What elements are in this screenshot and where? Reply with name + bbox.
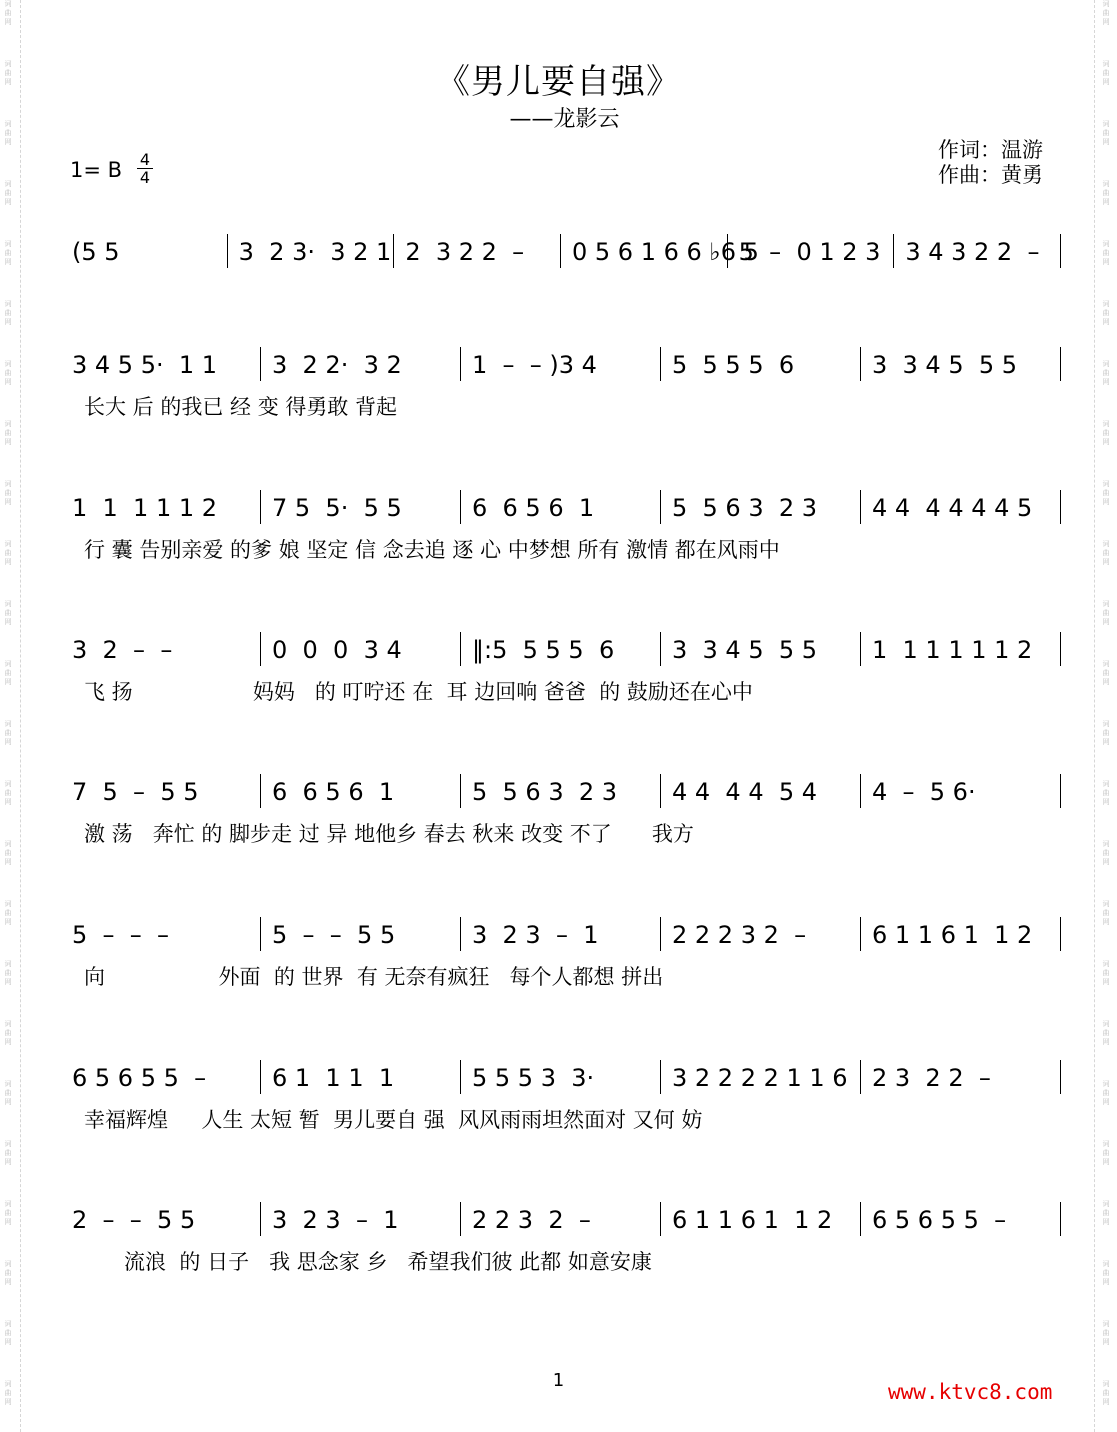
watermark-text: 词 曲 网: [4, 60, 12, 86]
measure: 5 5 5 3 3·: [472, 1064, 595, 1092]
notes-row: [60, 345, 1070, 385]
watermark-text: 词 曲 网: [1102, 0, 1110, 26]
watermark-text: 词 曲 网: [1102, 780, 1110, 806]
watermark-text: 词 曲 网: [4, 1380, 12, 1406]
watermark-text: 词 曲 网: [1102, 1140, 1110, 1166]
barline: [260, 774, 261, 808]
barline: [1060, 917, 1061, 951]
time-signature-top: 4: [139, 150, 151, 169]
watermark-text: 词 曲 网: [4, 1200, 12, 1226]
barline: [1060, 1202, 1061, 1236]
watermark-text: 词 曲 网: [4, 1080, 12, 1106]
measure: 6 1 1 1 1: [272, 1064, 395, 1092]
time-signature-bottom: 4: [139, 168, 151, 187]
song-subtitle: ——龙影云: [509, 107, 620, 132]
barline: [860, 1060, 861, 1094]
watermark-text: 词 曲 网: [1102, 720, 1110, 746]
measure: 5 – – –: [72, 921, 170, 949]
barline: [860, 1202, 861, 1236]
measure: 6 6 5 6 1: [272, 778, 395, 806]
barline: [460, 347, 461, 381]
watermark-text: 词 曲 网: [1102, 420, 1110, 446]
barline: [460, 490, 461, 524]
notes-row: [60, 1058, 1070, 1098]
watermark-text: 词 曲 网: [1102, 60, 1110, 86]
barline: [227, 234, 228, 268]
song-title: 《男儿要自强》: [436, 62, 681, 102]
barline: [460, 632, 461, 666]
watermark-text: 词 曲 网: [4, 300, 12, 326]
barline: [560, 234, 561, 268]
measure: 7 5 – 5 5: [72, 778, 199, 806]
watermark-text: 词 曲 网: [4, 540, 12, 566]
notes-row: [60, 488, 1070, 528]
watermark-text: 词 曲 网: [4, 180, 12, 206]
barline: [460, 1202, 461, 1236]
measure: 2 3 2 2 –: [405, 238, 525, 266]
composer-credit: 作曲：黄勇: [938, 163, 1043, 187]
measure: 5 5 6 3 2 3: [472, 778, 618, 806]
watermark-text: 词 曲 网: [4, 480, 12, 506]
measure: 5 5 5 5 6: [672, 351, 795, 379]
barline: [260, 1060, 261, 1094]
measure: 3 2 – –: [72, 636, 173, 664]
watermark-text: 词 曲 网: [1102, 300, 1110, 326]
watermark-text: 词 曲 网: [4, 660, 12, 686]
measure: 2 2 3 2 –: [472, 1206, 591, 1234]
barline: [260, 632, 261, 666]
notes-row: [60, 1200, 1070, 1240]
notation-line: [60, 345, 1070, 435]
watermark-column-right: [1101, 0, 1115, 1432]
measure: 6 6 5 6 1: [472, 494, 595, 522]
notes-row: [60, 915, 1070, 955]
barline: [860, 490, 861, 524]
notation-line: [60, 915, 1070, 1005]
lyrics-row: 向 外面 的 世界 有 无奈有疯狂 每个人都想 拼出: [84, 965, 664, 989]
notes-row: [60, 772, 1070, 812]
barline: [860, 632, 861, 666]
credits: [938, 138, 1043, 188]
measure: 6 5 6 5 5 –: [872, 1206, 1007, 1234]
watermark-text: 词 曲 网: [1102, 1200, 1110, 1226]
watermark-text: 词 曲 网: [1102, 1320, 1110, 1346]
barline: [660, 774, 661, 808]
watermark-text: 词 曲 网: [4, 600, 12, 626]
measure: 6 5 6 5 5 –: [72, 1064, 207, 1092]
barline: [660, 632, 661, 666]
watermark-text: 词 曲 网: [4, 960, 12, 986]
watermark-text: 词 曲 网: [4, 900, 12, 926]
measure: 3 2 3 – 1: [472, 921, 599, 949]
measure: 3 2 3 – 1: [272, 1206, 399, 1234]
barline: [1060, 490, 1061, 524]
lyricist-credit: 作词：温游: [938, 138, 1043, 162]
measure: 3 2 3· 3 2 1: [238, 238, 392, 266]
notation-line: [60, 232, 1070, 322]
watermark-text: 词 曲 网: [1102, 120, 1110, 146]
watermark-text: 词 曲 网: [4, 840, 12, 866]
barline: [660, 1060, 661, 1094]
notation-line: [60, 772, 1070, 862]
measure: 1 – – )3 4: [472, 351, 597, 379]
barline: [260, 1202, 261, 1236]
barline: [860, 347, 861, 381]
watermark-text: 词 曲 网: [4, 1140, 12, 1166]
measure: 1 1 1 1 1 2: [72, 494, 218, 522]
measure: 5 – – 5 5: [272, 921, 396, 949]
barline: [460, 917, 461, 951]
watermark-text: 词 曲 网: [4, 780, 12, 806]
barline: [1060, 632, 1061, 666]
notation-line: [60, 630, 1070, 720]
notation-line: [60, 1200, 1070, 1290]
measure: 6 1 1 6 1 1 2: [672, 1206, 833, 1234]
watermark-text: 词 曲 网: [4, 0, 12, 26]
lyrics-row: 流浪 的 日子 我 思念家 乡 希望我们彼 此都 如意安康: [84, 1250, 652, 1274]
watermark-text: 词 曲 网: [4, 1320, 12, 1346]
measure: 2 2 2 3 2 –: [672, 921, 807, 949]
lyrics-row: 行 囊 告别亲爱 的爹 娘 坚定 信 念去追 逐 心 中梦想 所有 激情 都在风雨中: [84, 538, 780, 562]
lyrics-row: 幸福辉煌 人生 太短 暂 男儿要自 强 风风雨雨坦然面对 又何 妨: [84, 1108, 703, 1132]
website-watermark: www.ktvc8.com: [888, 1380, 1053, 1404]
measure: 0 5 6 1 6 6 ♭6 5: [572, 238, 759, 266]
notation-line: [60, 488, 1070, 578]
watermark-text: 词 曲 网: [4, 1020, 12, 1046]
lyrics-row: 激 荡 奔忙 的 脚步走 过 异 地他乡 春去 秋来 改变 不了 我方: [84, 822, 694, 846]
measure: 4 – 5 6·: [872, 778, 976, 806]
watermark-text: 词 曲 网: [4, 720, 12, 746]
measure: 5 – 0 1 2 3: [738, 238, 881, 266]
watermark-column-left: [3, 0, 17, 1432]
left-margin-line: [20, 0, 21, 1432]
watermark-text: 词 曲 网: [4, 420, 12, 446]
watermark-text: 词 曲 网: [1102, 840, 1110, 866]
barline: [460, 1060, 461, 1094]
key-signature: 1= B: [70, 158, 123, 182]
measure: 4 4 4 4 5 4: [672, 778, 818, 806]
barline: [660, 490, 661, 524]
watermark-text: 词 曲 网: [1102, 960, 1110, 986]
measure: 1 1 1 1 1 1 2: [872, 636, 1033, 664]
barline: [260, 347, 261, 381]
measure: 3 2 2 2 2 1 1 6: [672, 1064, 848, 1092]
watermark-text: 词 曲 网: [4, 1260, 12, 1286]
notes-row: [60, 232, 1070, 272]
measure: 3 3 4 5 5 5: [872, 351, 1018, 379]
barline: [660, 347, 661, 381]
right-margin-line: [1094, 0, 1095, 1432]
measure: 2 3 2 2 –: [872, 1064, 991, 1092]
watermark-text: 词 曲 网: [4, 240, 12, 266]
lyrics-row: 长大 后 的我已 经 变 得勇敢 背起: [84, 395, 398, 419]
barline: [660, 917, 661, 951]
notation-line: [60, 1058, 1070, 1148]
barline: [1060, 1060, 1061, 1094]
barline: [460, 774, 461, 808]
measure: 7 5 5· 5 5: [272, 494, 402, 522]
watermark-text: 词 曲 网: [1102, 1020, 1110, 1046]
watermark-text: 词 曲 网: [1102, 240, 1110, 266]
watermark-text: 词 曲 网: [1102, 660, 1110, 686]
watermark-text: 词 曲 网: [1102, 540, 1110, 566]
watermark-text: 词 曲 网: [1102, 360, 1110, 386]
watermark-text: 词 曲 网: [1102, 1080, 1110, 1106]
barline: [860, 774, 861, 808]
watermark-text: 词 曲 网: [4, 120, 12, 146]
barline: [860, 917, 861, 951]
lyrics-row: 飞 扬 妈妈 的 叮咛还 在 耳 边回响 爸爸 的 鼓励还在心中: [84, 680, 753, 704]
watermark-text: 词 曲 网: [1102, 1260, 1110, 1286]
watermark-text: 词 曲 网: [1102, 900, 1110, 926]
measure: 3 4 3 2 2 –: [905, 238, 1040, 266]
page-number: 1: [552, 1370, 565, 1391]
watermark-text: 词 曲 网: [1102, 480, 1110, 506]
time-signature: [137, 152, 153, 185]
barline: [260, 917, 261, 951]
barline: [1060, 234, 1061, 268]
watermark-text: 词 曲 网: [1102, 600, 1110, 626]
measure: 4 4 4 4 4 4 5: [872, 494, 1033, 522]
measure: 2 – – 5 5: [72, 1206, 196, 1234]
measure: (5 5: [72, 238, 120, 266]
barline: [660, 1202, 661, 1236]
watermark-text: 词 曲 网: [1102, 180, 1110, 206]
measure: 0 0 0 3 4: [272, 636, 402, 664]
measure: 3 4 5 5· 1 1: [72, 351, 218, 379]
barline: [893, 234, 894, 268]
notes-row: [60, 630, 1070, 670]
measure: 3 2 2· 3 2: [272, 351, 402, 379]
measure: 5 5 6 3 2 3: [672, 494, 818, 522]
measure: 6 1 1 6 1 1 2: [872, 921, 1033, 949]
barline: [1060, 347, 1061, 381]
measure: 3 3 4 5 5 5: [672, 636, 818, 664]
watermark-text: 词 曲 网: [4, 360, 12, 386]
watermark-text: 词 曲 网: [1102, 1380, 1110, 1406]
barline: [393, 234, 394, 268]
measure: ‖:5 5 5 5 6: [472, 636, 615, 664]
barline: [727, 234, 728, 268]
barline: [260, 490, 261, 524]
barline: [1060, 774, 1061, 808]
